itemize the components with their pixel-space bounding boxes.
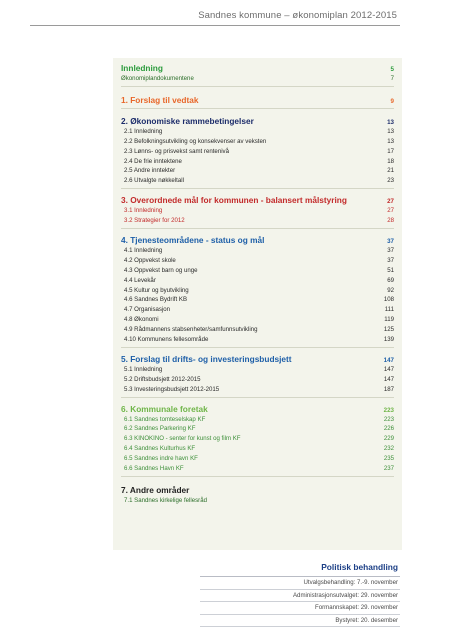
toc-entry[interactable] (121, 325, 394, 335)
toc-section-title: 3. Overordnede mål for kommunen - balansert målstyring (121, 195, 347, 206)
header-rule (30, 25, 400, 26)
toc-section-heading[interactable] (121, 94, 394, 106)
toc-entry-page: 147 (383, 365, 394, 373)
toc-entry-page: 232 (383, 445, 394, 453)
toc-entry-page: 111 (384, 306, 394, 314)
toc-entry-title: 2.4 De frie inntektene (124, 157, 182, 165)
toc-entry-title: Økonomiplandokumentene (121, 75, 194, 82)
toc-entry[interactable] (121, 454, 394, 464)
toc-entry-title: 4.1 Innledning (124, 247, 163, 255)
toc-section-heading[interactable] (121, 234, 394, 246)
toc-entry-page: 187 (383, 385, 394, 393)
toc-entry-title: 5.1 Innledning (124, 365, 163, 373)
toc-section-title: 1. Forslag til vedtak (121, 94, 199, 105)
toc-entry-page: 119 (384, 316, 394, 324)
toc-entry[interactable] (121, 256, 394, 266)
political-treatment-box (200, 560, 400, 627)
section-divider (121, 476, 394, 477)
toc-section-heading[interactable] (121, 353, 394, 365)
toc-entry[interactable] (121, 375, 394, 385)
toc-entry-page: 13 (387, 137, 394, 145)
toc-entry[interactable] (121, 365, 394, 375)
toc-section-title: 6. Kommunale foretak (121, 403, 208, 414)
toc-entry-title: 3.1 Innledning (124, 207, 163, 215)
toc-entry-title: 5.2 Driftsbudsjett 2012-2015 (124, 375, 201, 383)
document-header-title: Sandnes kommune – økonomiplan 2012-2015 (198, 10, 397, 21)
toc-entry[interactable] (121, 137, 394, 147)
toc-section-heading[interactable] (121, 484, 394, 496)
toc-entry[interactable] (121, 246, 394, 256)
toc-page-number: 13 (387, 118, 394, 126)
toc-entry[interactable] (121, 127, 394, 137)
toc-entry-title: 7.1 Sandnes kirkelige fellesråd (124, 496, 207, 504)
toc-entry-title: 2.1 Innledning (124, 127, 163, 135)
toc-entry-page: 226 (383, 425, 394, 433)
toc-entry-page: 21 (387, 167, 394, 175)
political-treatment-title: Politisk behandling (321, 562, 398, 572)
toc-entry[interactable] (121, 305, 394, 315)
toc-entry[interactable] (121, 147, 394, 157)
toc-entry-page: 13 (387, 127, 394, 135)
section-divider (121, 347, 394, 348)
toc-section-7 (121, 484, 394, 506)
toc-entry-page: 23 (387, 177, 394, 185)
toc-entry-title: 2.6 Utvalgte nøkkeltall (124, 177, 184, 185)
toc-entry-title: 4.7 Organisasjon (124, 306, 171, 314)
table-of-contents-panel (113, 58, 402, 550)
toc-entry-page: 17 (387, 147, 394, 155)
section-divider (121, 397, 394, 398)
toc-entry-page: 51 (387, 266, 394, 274)
toc-section-2 (121, 115, 394, 189)
toc-entry-title: 4.4 Levekår (124, 276, 156, 284)
toc-section-3 (121, 194, 394, 229)
toc-page-number: 5 (390, 66, 394, 73)
section-divider (121, 188, 394, 189)
toc-entry-title: 4.6 Sandnes Bydrift KB (124, 296, 188, 304)
toc-entry[interactable] (121, 157, 394, 167)
toc-entry-title: 4.2 Oppvekst skole (124, 256, 176, 264)
section-divider (121, 86, 394, 87)
toc-page-number: 37 (387, 238, 394, 246)
toc-entry-title: 5.3 Investeringsbudsjett 2012-2015 (124, 385, 220, 393)
toc-entry[interactable] (121, 216, 394, 226)
toc-entry-page: 7 (390, 75, 394, 82)
toc-section-5 (121, 353, 394, 398)
toc-entry-title: 6.1 Sandnes tomteselskap KF (124, 415, 206, 423)
toc-section-heading[interactable] (121, 403, 394, 415)
toc-section-innledning (121, 62, 394, 87)
toc-entry-page: 147 (383, 375, 394, 383)
toc-entry[interactable] (121, 295, 394, 305)
political-treatment-line: Utvalgsbehandling: 7.-9. november (200, 577, 400, 590)
toc-entry[interactable] (121, 464, 394, 474)
political-treatment-line: Bystyret: 20. desember (200, 615, 400, 628)
toc-entry-title: 4.9 Rådmannens stabsenheter/samfunnsutvikling (124, 326, 258, 334)
section-divider (121, 228, 394, 229)
toc-entry-title: 6.4 Sandnes Kulturhus KF (124, 445, 196, 453)
toc-entry-page: 37 (387, 247, 394, 255)
toc-entry-page: 125 (383, 326, 394, 334)
toc-entry-title: 3.2 Strategier for 2012 (124, 217, 185, 225)
toc-entry[interactable] (121, 166, 394, 176)
political-treatment-line: Administrasjonsutvalget: 29. november (200, 590, 400, 603)
toc-section-6 (121, 403, 394, 477)
toc-entry[interactable] (121, 276, 394, 286)
toc-entry[interactable] (121, 444, 394, 454)
toc-section-title: Innledning (121, 63, 163, 73)
toc-entry[interactable] (121, 315, 394, 325)
toc-entry[interactable] (121, 206, 394, 216)
toc-entry-page: 28 (387, 217, 394, 225)
table-of-contents (121, 62, 394, 506)
toc-entry-page: 37 (387, 256, 394, 264)
toc-entry-page: 229 (383, 435, 394, 443)
toc-entry[interactable] (121, 74, 394, 84)
toc-section-heading[interactable] (121, 194, 394, 206)
toc-page-number: 9 (390, 97, 394, 105)
toc-section-4 (121, 234, 394, 348)
toc-entry-title: 6.2 Sandnes Parkering KF (124, 425, 196, 433)
toc-entry-title: 2.3 Lønns- og prisvekst samt rentenivå (124, 147, 229, 155)
toc-entry-page: 237 (383, 465, 394, 473)
toc-entry-title: 2.2 Befolkningsutvikling og konsekvenser av veksten (124, 137, 267, 145)
section-divider (121, 108, 394, 109)
toc-entry-title: 4.3 Oppvekst barn og unge (124, 266, 198, 274)
toc-entry-title: 6.3 KINOKINO - senter for kunst og film KF (124, 435, 241, 443)
toc-entry-title: 6.6 Sandnes Havn KF (124, 465, 184, 473)
political-treatment-line: Formannskapet: 29. november (200, 602, 400, 615)
toc-entry-page: 92 (387, 286, 394, 294)
toc-entry-title: 2.5 Andre inntekter (124, 167, 176, 175)
toc-entry[interactable] (121, 424, 394, 434)
toc-entry-page: 235 (383, 455, 394, 463)
toc-entry[interactable] (121, 266, 394, 276)
toc-section-title: 2. Økonomiske rammebetingelser (121, 115, 254, 126)
toc-section-title: 4. Tjenesteområdene - status og mål (121, 235, 265, 246)
toc-section-1 (121, 94, 394, 109)
toc-entry-title: 4.10 Kommunens fellesområde (124, 336, 209, 344)
toc-entry-page: 18 (387, 157, 394, 165)
toc-page-number: 147 (383, 356, 394, 364)
toc-entry-page: 223 (383, 415, 394, 423)
toc-entry-title: 4.8 Økonomi (124, 316, 159, 324)
toc-entry-title: 4.5 Kultur og byutvikling (124, 286, 189, 294)
toc-section-title: 5. Forslag til drifts- og investeringsbudsjett (121, 353, 292, 364)
toc-page-number: 223 (383, 406, 394, 414)
toc-entry[interactable] (121, 385, 394, 395)
toc-entry[interactable] (121, 176, 394, 186)
toc-entry[interactable] (121, 286, 394, 296)
toc-entry-page: 27 (387, 207, 394, 215)
toc-entry[interactable] (121, 335, 394, 345)
toc-entry[interactable] (121, 434, 394, 444)
toc-entry-page: 108 (383, 296, 394, 304)
toc-entry-page: 139 (383, 336, 394, 344)
toc-entry-title: 6.5 Sandnes indre havn KF (124, 455, 198, 463)
toc-page-number: 27 (387, 198, 394, 206)
toc-entry[interactable] (121, 415, 394, 425)
toc-entry[interactable] (121, 496, 394, 506)
toc-section-title: 7. Andre områder (121, 484, 190, 495)
toc-section-heading[interactable] (121, 62, 394, 74)
toc-entry-page: 69 (387, 276, 394, 284)
toc-section-heading[interactable] (121, 115, 394, 127)
